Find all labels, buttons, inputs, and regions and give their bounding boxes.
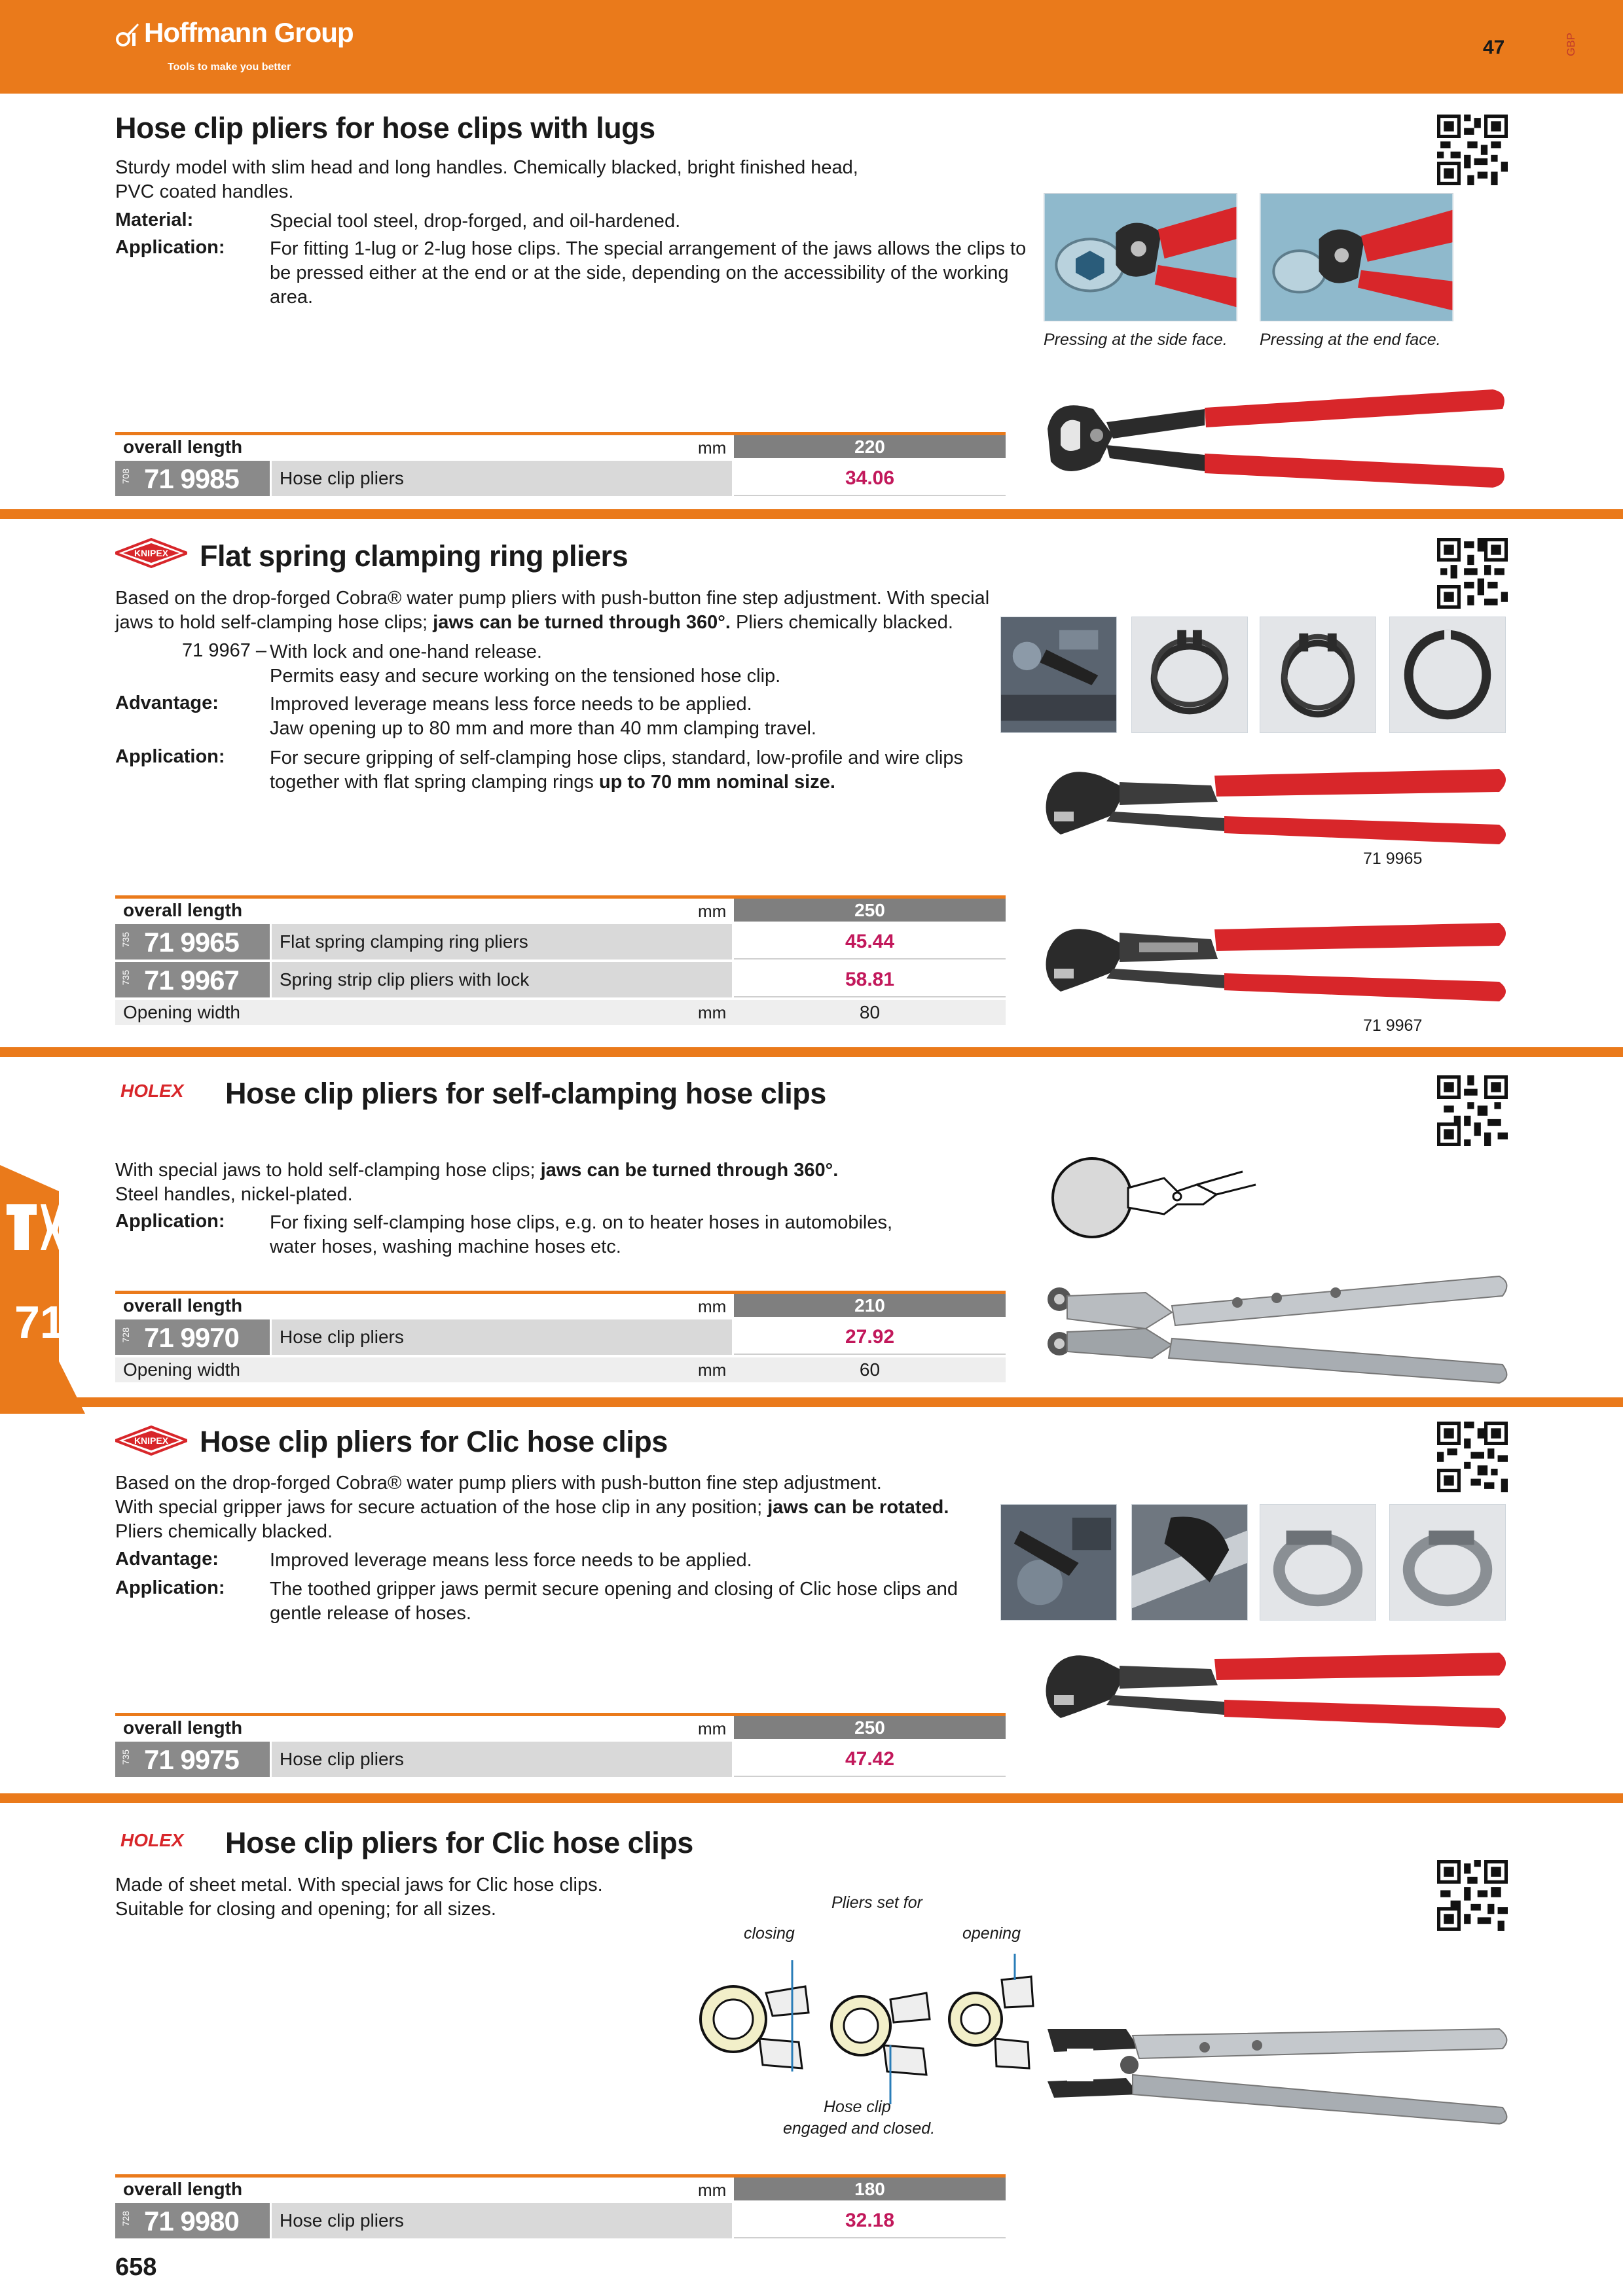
holex-logo-text: HOLEX	[120, 1830, 184, 1850]
table-row[interactable]	[115, 1319, 1006, 1355]
diagram-title: Pliers set for	[831, 1893, 922, 1912]
article-prefix: 735	[120, 932, 131, 948]
section-4-advantage-1: Improved leverage means less force needs to be applied.	[270, 1550, 752, 1571]
unit-mm: mm	[698, 1003, 727, 1022]
image-label-719965: 71 9965	[1363, 850, 1423, 868]
section-4-title: Hose clip pliers for Clic hose clips	[200, 1425, 668, 1458]
section-4-application-label: Application:	[115, 1577, 225, 1598]
overall-length-value: 180	[734, 2178, 1006, 2200]
article-number: 71 9980	[144, 2206, 239, 2236]
article-price: 32.18	[734, 2203, 1006, 2238]
page-number-footer: 658	[115, 2253, 157, 2281]
table-row	[115, 1357, 1006, 1382]
desc-bold: jaws can be turned through 360°.	[540, 1160, 839, 1181]
clip-jaw-diagram	[1046, 1139, 1269, 1257]
section-1-title: Hose clip pliers for hose clips with lugs	[115, 111, 655, 145]
qr-icon	[1437, 115, 1508, 185]
qr-code-5[interactable]	[1437, 1860, 1508, 1931]
table-header-row	[115, 2174, 1006, 2200]
article-price: 58.81	[734, 962, 1006, 997]
article-number: 71 9965	[144, 927, 239, 958]
section-3-application-label: Application:	[115, 1211, 225, 1232]
section-1-desc-2: PVC coated handles.	[115, 181, 294, 202]
article-prefix: 728	[120, 2211, 131, 2227]
article-prefix: 735	[120, 1749, 131, 1765]
holex-logo-text: HOLEX	[120, 1081, 184, 1101]
section-4-application-1: The toothed gripper jaws permit secure opening and closing of Clic hose clips and	[270, 1579, 958, 1600]
article-number: 71 9967	[144, 965, 239, 996]
section-2-variant-2: Permits easy and secure working on the tensioned hose clip.	[270, 666, 781, 687]
diagram-note-1: Hose clip	[824, 2098, 891, 2116]
qr-code-3[interactable]	[1437, 1075, 1508, 1146]
photo-clic-usage-2	[1131, 1504, 1248, 1621]
section-divider	[0, 509, 1623, 519]
product-image-719980	[1041, 2009, 1512, 2127]
qr-code-4[interactable]	[1437, 1422, 1508, 1492]
section-2-advantage-label: Advantage:	[115, 692, 219, 713]
unit-mm: mm	[698, 1360, 727, 1380]
article-price: 45.44	[734, 924, 1006, 960]
application-text: together with flat spring clamping rings	[270, 772, 599, 793]
section-2-advantage-1: Improved leverage means less force needs to be applied.	[270, 694, 752, 715]
unit-mm: mm	[698, 1719, 727, 1738]
section-5-title: Hose clip pliers for Clic hose clips	[225, 1826, 693, 1859]
section-2-application-2	[270, 770, 835, 795]
product-image-719970	[1041, 1266, 1512, 1391]
article-code	[115, 924, 270, 960]
knipex-logo-text: KNIPEX	[134, 1435, 169, 1446]
opening-width-value: 60	[859, 1359, 881, 1380]
table-header-row	[115, 432, 1006, 458]
logo-tagline: Tools to make you better	[168, 62, 291, 73]
article-number: 71 9985	[144, 463, 239, 494]
section-divider	[0, 1397, 1623, 1407]
section-3-application-2: water hoses, washing machine hoses etc.	[270, 1236, 621, 1257]
article-prefix: 708	[120, 469, 131, 484]
opening-width-value: 80	[859, 1002, 881, 1022]
desc-bold: jaws can be rotated.	[767, 1497, 949, 1518]
product-image-719975	[1041, 1640, 1512, 1738]
qr-icon	[1437, 1075, 1508, 1146]
photo-flat-ring	[1389, 617, 1506, 733]
knipex-logo	[115, 538, 187, 568]
section-1-desc-1: Sturdy model with slim head and long handles. Chemically blacked, bright finished head,	[115, 157, 858, 178]
article-name: Hose clip pliers	[272, 2203, 732, 2238]
article-name: Hose clip pliers	[272, 1742, 732, 1777]
desc-text: jaws to hold self-clamping hose clips;	[115, 612, 433, 633]
photo-engine-usage	[1000, 617, 1117, 733]
section-5-desc-1: Made of sheet metal. With special jaws for Clic hose clips.	[115, 1874, 603, 1895]
holex-logo	[120, 1080, 206, 1102]
overall-length-label: overall length	[123, 2179, 243, 2199]
table-header-row	[115, 1713, 1006, 1739]
photo-clic-clip-1	[1260, 1504, 1376, 1621]
photo-side-pressing	[1044, 193, 1237, 321]
article-name: Flat spring clamping ring pliers	[272, 924, 732, 960]
article-code	[115, 2203, 270, 2238]
article-code	[115, 962, 270, 997]
desc-bold: jaws can be turned through 360°.	[433, 612, 731, 633]
qr-icon	[1437, 1860, 1508, 1931]
table-row[interactable]	[115, 1742, 1006, 1777]
diagram-note-2: engaged and closed.	[783, 2119, 936, 2138]
chapter-number: 71	[14, 1297, 65, 1348]
section-3-desc-2: Steel handles, nickel-plated.	[115, 1184, 353, 1205]
section-2-variant-1: With lock and one-hand release.	[270, 641, 542, 662]
section-divider	[0, 1793, 1623, 1803]
photo-clic-usage-1	[1000, 1504, 1117, 1621]
diagram-closing-label: closing	[744, 1924, 795, 1943]
article-price: 27.92	[734, 1319, 1006, 1355]
section-4-application-2: gentle release of hoses.	[270, 1603, 471, 1624]
knipex-logo-text: KNIPEX	[134, 548, 169, 558]
section-3-application-1: For fixing self-clamping hose clips, e.g. on to heater hoses in automobiles,	[270, 1212, 893, 1233]
clic-clip-diagram	[694, 1954, 1034, 2104]
section-2-application-1: For secure gripping of self-clamping hose clips, standard, low-profile and wire clips	[270, 747, 963, 768]
product-image-719967	[1041, 913, 1512, 1011]
section-2-desc-2	[115, 611, 953, 635]
article-name: Hose clip pliers	[272, 1319, 732, 1355]
product-image-719965	[1041, 756, 1512, 854]
unit-mm: mm	[698, 1297, 727, 1316]
section-2-title: Flat spring clamping ring pliers	[200, 539, 629, 573]
table-header-row	[115, 895, 1006, 922]
table-row[interactable]	[115, 461, 1006, 496]
table-row	[115, 1000, 1006, 1025]
article-number: 71 9975	[144, 1744, 239, 1775]
section-1-material-text: Special tool steel, drop-forged, and oil-hardened.	[270, 211, 681, 232]
holex-logo	[120, 1829, 206, 1852]
table-row[interactable]	[115, 2203, 1006, 2238]
section-3-desc-1	[115, 1158, 838, 1183]
language-code: GBP	[1565, 33, 1577, 56]
photo-spring-clip-1	[1131, 617, 1248, 733]
section-5-desc-2: Suitable for closing and opening; for all sizes.	[115, 1899, 496, 1920]
qr-code-1[interactable]	[1437, 115, 1508, 185]
article-name: Spring strip clip pliers with lock	[272, 962, 732, 997]
unit-mm: mm	[698, 2180, 727, 2200]
opening-width-label: Opening width	[123, 1002, 241, 1022]
article-code	[115, 1742, 270, 1777]
photo-end-pressing	[1260, 193, 1453, 321]
article-code	[115, 1319, 270, 1355]
qr-icon	[1437, 538, 1508, 609]
overall-length-label: overall length	[123, 1717, 243, 1738]
qr-icon	[1437, 1422, 1508, 1492]
overall-length-label: overall length	[123, 900, 243, 920]
article-prefix: 728	[120, 1327, 131, 1343]
hoffmann-logo-icon	[115, 22, 140, 47]
product-image-719985	[1041, 383, 1512, 501]
section-3-title: Hose clip pliers for self-clamping hose clips	[225, 1077, 826, 1110]
unit-mm: mm	[698, 901, 727, 921]
section-4-advantage-label: Advantage:	[115, 1549, 219, 1570]
opening-width-label: Opening width	[123, 1359, 241, 1380]
table-row[interactable]	[115, 962, 1006, 997]
page-header	[0, 0, 1623, 94]
section-2-desc-1: Based on the drop-forged Cobra® water pump pliers with push-button fine step adjustment. With special	[115, 588, 990, 609]
caption-end-face: Pressing at the end face.	[1260, 331, 1441, 349]
section-4-desc-3: Pliers chemically blacked.	[115, 1521, 333, 1542]
knipex-logo	[115, 1426, 187, 1456]
article-prefix: 735	[120, 970, 131, 986]
section-1-application-3: area.	[270, 287, 314, 308]
application-bold: up to 70 mm nominal size.	[598, 772, 835, 793]
logo-text: Hoffmann Group	[144, 17, 354, 48]
caption-side-face: Pressing at the side face.	[1044, 331, 1228, 349]
qr-code-2[interactable]	[1437, 538, 1508, 609]
article-price: 47.42	[734, 1742, 1006, 1777]
diagram-opening-label: opening	[962, 1924, 1021, 1943]
article-name: Hose clip pliers	[272, 461, 732, 496]
photo-spring-clip-2	[1260, 617, 1376, 733]
section-1-application-2: be pressed either at the end or at the side, depending on the accessibility of the working	[270, 262, 1009, 283]
desc-text: With special jaws to hold self-clamping hose clips;	[115, 1160, 541, 1181]
table-row[interactable]	[115, 924, 1006, 960]
desc-text: With special gripper jaws for secure actuation of the hose clip in any position;	[115, 1497, 768, 1518]
section-2-advantage-2: Jaw opening up to 80 mm and more than 40 mm clamping travel.	[270, 718, 816, 739]
section-2-application-label: Application:	[115, 746, 225, 767]
section-1-material-label: Material:	[115, 209, 194, 230]
article-code	[115, 461, 270, 496]
overall-length-value: 250	[734, 1716, 1006, 1739]
chapter-tab	[0, 1165, 85, 1414]
photo-clic-clip-2	[1389, 1504, 1506, 1621]
section-1-application-1: For fitting 1-lug or 2-lug hose clips. The special arrangement of the jaws allows the clips to	[270, 238, 1027, 259]
section-2-variant-label: 71 9967 –	[182, 640, 267, 661]
overall-length-value: 250	[734, 899, 1006, 922]
image-label-719967: 71 9967	[1363, 1016, 1423, 1035]
overall-length-label: overall length	[123, 437, 243, 457]
section-divider	[0, 1047, 1623, 1057]
page-number-top: 47	[1483, 37, 1505, 58]
table-header-row	[115, 1291, 1006, 1317]
section-4-desc-2	[115, 1496, 949, 1520]
unit-mm: mm	[698, 438, 727, 457]
article-number: 71 9970	[144, 1322, 239, 1353]
desc-text: Pliers chemically blacked.	[730, 612, 953, 633]
section-4-desc-1: Based on the drop-forged Cobra® water pump pliers with push-button fine step adjustment.	[115, 1473, 882, 1494]
overall-length-label: overall length	[123, 1295, 243, 1316]
overall-length-value: 220	[734, 435, 1006, 458]
overall-length-value: 210	[734, 1294, 1006, 1317]
article-price: 34.06	[734, 461, 1006, 496]
section-1-application-label: Application:	[115, 237, 225, 258]
